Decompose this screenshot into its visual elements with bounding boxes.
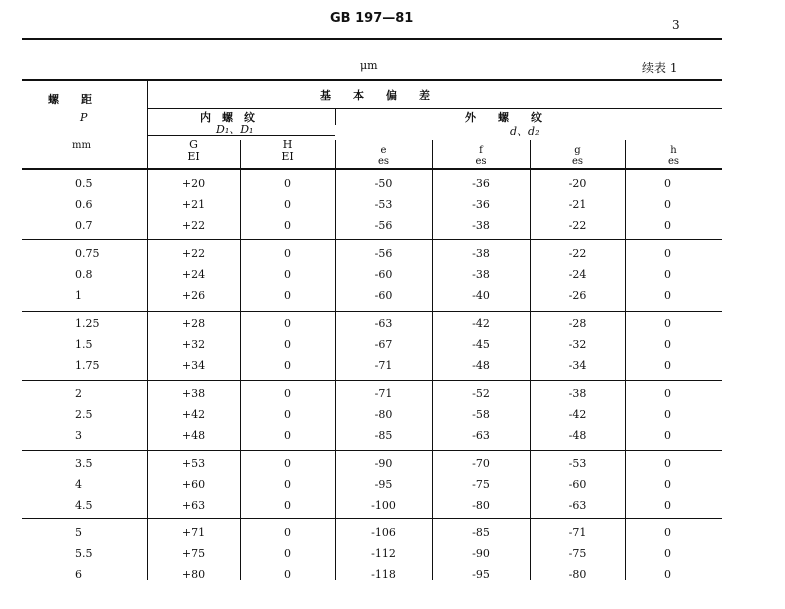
internal-thread-label: 内 螺 纹: [200, 111, 255, 124]
cell-H: 0: [284, 408, 291, 421]
cell-e: -60: [374, 268, 393, 281]
cell-H: 0: [284, 198, 291, 211]
cell-g: -34: [568, 359, 587, 372]
col-header-G: G: [189, 138, 198, 151]
pitch-unit: mm: [72, 140, 91, 151]
cell-g: -21: [568, 198, 587, 211]
cell-g: -26: [568, 289, 587, 302]
cell-h: 0: [664, 408, 671, 421]
cell-H: 0: [284, 289, 291, 302]
cell-H: 0: [284, 177, 291, 190]
cell-G: +24: [181, 268, 206, 281]
standard-title: GB 197—81: [330, 11, 414, 26]
cell-G: +38: [181, 387, 206, 400]
cell-pitch: 2: [75, 387, 82, 400]
cell-H: 0: [284, 526, 291, 539]
col-sub-h: es: [667, 156, 680, 167]
col-sub-g: es: [571, 156, 584, 167]
col-sub-H: EI: [281, 150, 294, 163]
cell-H: 0: [284, 547, 291, 560]
cell-G: +26: [181, 289, 206, 302]
continuation-label: 续表 1: [642, 61, 678, 75]
cell-e: -106: [371, 526, 396, 539]
cell-g: -71: [568, 526, 587, 539]
cell-G: +60: [181, 478, 206, 491]
basic-deviation-header: 基 本 偏 差: [320, 89, 430, 102]
cell-H: 0: [284, 457, 291, 470]
cell-e: -60: [374, 289, 393, 302]
cell-f: -38: [472, 219, 490, 232]
cell-pitch: 4: [75, 478, 82, 491]
col-header-H: H: [282, 138, 293, 151]
cell-pitch: 1: [75, 289, 82, 302]
group-rule-5: [22, 518, 722, 519]
cell-g: -53: [568, 457, 587, 470]
cell-G: +42: [181, 408, 206, 421]
unit-label: μm: [360, 59, 378, 72]
cell-h: 0: [664, 317, 671, 330]
cell-G: +21: [181, 198, 206, 211]
cell-pitch: 5: [75, 526, 82, 539]
pitch-symbol: P: [80, 111, 88, 124]
col-header-g: g: [574, 145, 581, 156]
cell-f: -95: [472, 568, 490, 581]
cell-h: 0: [664, 387, 671, 400]
cell-g: -22: [568, 247, 587, 260]
cell-e: -56: [374, 219, 393, 232]
cell-G: +75: [181, 547, 206, 560]
external-thread-dims: d、d₂: [510, 125, 540, 138]
cell-g: -63: [568, 499, 587, 512]
cell-G: +48: [181, 429, 206, 442]
cell-f: -90: [472, 547, 490, 560]
cell-G: +63: [181, 499, 206, 512]
cell-g: -24: [568, 268, 587, 281]
cell-pitch: 1.75: [75, 359, 100, 372]
cell-g: -42: [568, 408, 587, 421]
group-rule-3: [22, 380, 722, 381]
cell-f: -38: [472, 247, 490, 260]
cell-f: -52: [472, 387, 490, 400]
col-sub-G: EI: [187, 150, 200, 163]
cell-H: 0: [284, 268, 291, 281]
col-sub-f: es: [475, 156, 487, 167]
cell-g: -20: [568, 177, 587, 190]
cell-h: 0: [664, 478, 671, 491]
cell-H: 0: [284, 478, 291, 491]
cell-pitch: 0.75: [75, 247, 100, 260]
cell-h: 0: [664, 457, 671, 470]
cell-h: 0: [664, 429, 671, 442]
group-rule-2: [22, 311, 722, 312]
cell-h: 0: [664, 499, 671, 512]
page-number: 3: [672, 18, 680, 32]
cell-G: +32: [181, 338, 206, 351]
cell-g: -38: [568, 387, 587, 400]
cell-f: -70: [472, 457, 490, 470]
cell-G: +20: [181, 177, 206, 190]
cell-h: 0: [664, 338, 671, 351]
cell-g: -32: [568, 338, 587, 351]
cell-f: -48: [472, 359, 490, 372]
cell-g: -22: [568, 219, 587, 232]
pitch-header: 螺 距: [48, 93, 92, 106]
cell-g: -48: [568, 429, 587, 442]
cell-e: -85: [374, 429, 393, 442]
cell-e: -100: [371, 499, 396, 512]
cell-h: 0: [664, 268, 671, 281]
cell-G: +34: [181, 359, 206, 372]
cell-h: 0: [664, 359, 671, 372]
cell-pitch: 1.5: [75, 338, 93, 351]
cell-pitch: 3: [75, 429, 82, 442]
thread-divider: [335, 109, 336, 125]
cell-pitch: 6: [75, 568, 82, 581]
cell-H: 0: [284, 429, 291, 442]
cell-e: -71: [374, 359, 393, 372]
cell-G: +71: [181, 526, 206, 539]
col-header-e: e: [380, 145, 387, 156]
cell-f: -36: [472, 198, 490, 211]
cell-h: 0: [664, 547, 671, 560]
cell-f: -40: [472, 289, 490, 302]
cell-f: -36: [472, 177, 490, 190]
cell-pitch: 0.5: [75, 177, 93, 190]
cell-f: -42: [472, 317, 490, 330]
table-top-border: [22, 79, 722, 81]
cell-e: -112: [371, 547, 396, 560]
cell-h: 0: [664, 198, 671, 211]
cell-h: 0: [664, 568, 671, 581]
cell-e: -71: [374, 387, 393, 400]
cell-g: -60: [568, 478, 587, 491]
top-rule: [22, 38, 722, 40]
cell-H: 0: [284, 219, 291, 232]
cell-G: +22: [181, 247, 206, 260]
cell-e: -118: [371, 568, 396, 581]
cell-h: 0: [664, 219, 671, 232]
cell-f: -80: [472, 499, 490, 512]
cell-H: 0: [284, 387, 291, 400]
col-sub-e: es: [377, 156, 390, 167]
cell-e: -56: [374, 247, 393, 260]
cell-f: -45: [472, 338, 490, 351]
cell-pitch: 0.8: [75, 268, 93, 281]
cell-g: -28: [568, 317, 587, 330]
cell-H: 0: [284, 359, 291, 372]
cell-f: -85: [472, 526, 490, 539]
cell-h: 0: [664, 526, 671, 539]
cell-g: -75: [568, 547, 587, 560]
group-rule-4: [22, 450, 722, 451]
cell-H: 0: [284, 317, 291, 330]
cell-pitch: 2.5: [75, 408, 93, 421]
cell-f: -75: [472, 478, 490, 491]
external-thread-label: 外 螺 纹: [465, 111, 542, 124]
header-rule-2: [22, 168, 722, 170]
internal-thread-dims: D₁、D₁: [216, 123, 254, 136]
group-rule-1: [22, 239, 722, 240]
cell-H: 0: [284, 247, 291, 260]
cell-e: -53: [374, 198, 393, 211]
cell-h: 0: [664, 247, 671, 260]
cell-G: +53: [181, 457, 206, 470]
cell-g: -80: [568, 568, 587, 581]
cell-pitch: 5.5: [75, 547, 93, 560]
cell-e: -80: [374, 408, 393, 421]
cell-H: 0: [284, 499, 291, 512]
header-rule-1: [147, 108, 722, 109]
cell-pitch: 0.7: [75, 219, 93, 232]
cell-G: +80: [181, 568, 206, 581]
cell-pitch: 0.6: [75, 198, 93, 211]
cell-G: +28: [181, 317, 206, 330]
cell-pitch: 3.5: [75, 457, 93, 470]
cell-h: 0: [664, 289, 671, 302]
cell-G: +22: [181, 219, 206, 232]
col-header-h: h: [670, 145, 677, 156]
cell-pitch: 1.25: [75, 317, 100, 330]
cell-e: -95: [374, 478, 393, 491]
cell-f: -63: [472, 429, 490, 442]
cell-pitch: 4.5: [75, 499, 93, 512]
cell-h: 0: [664, 177, 671, 190]
cell-f: -58: [472, 408, 490, 421]
col-header-f: f: [479, 145, 483, 156]
cell-e: -63: [374, 317, 393, 330]
cell-f: -38: [472, 268, 490, 281]
cell-H: 0: [284, 338, 291, 351]
cell-e: -50: [374, 177, 393, 190]
cell-H: 0: [284, 568, 291, 581]
cell-e: -67: [374, 338, 393, 351]
cell-e: -90: [374, 457, 393, 470]
